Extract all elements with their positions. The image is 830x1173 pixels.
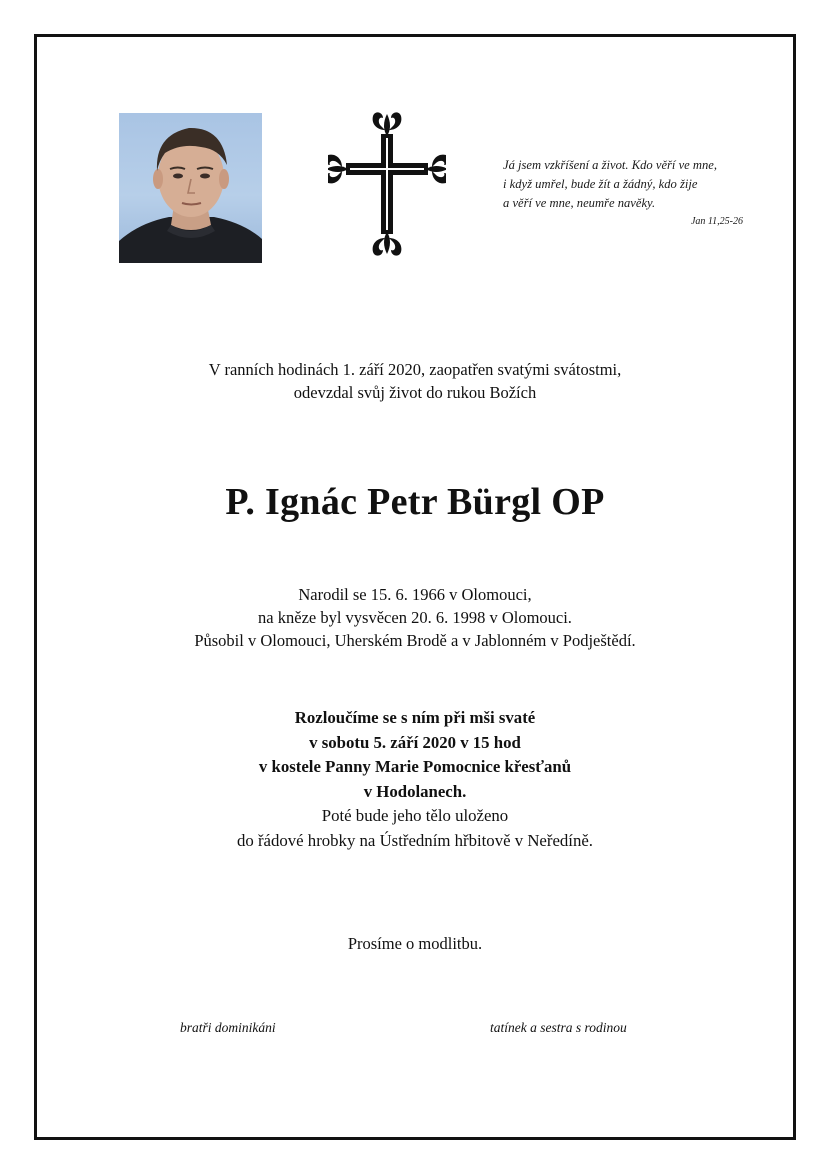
portrait-photo <box>119 113 262 263</box>
bio-line: na kněze byl vysvěcen 20. 6. 1998 v Olomouci. <box>258 608 572 627</box>
quote-line: Já jsem vzkříšení a život. Kdo věří ve mne, <box>503 158 718 172</box>
funeral-line: do řádové hrobky na Ústředním hřbitově v Neředíně. <box>236 830 594 850</box>
signature-left: bratři dominikáni <box>180 1020 276 1035</box>
funeral-bold-line: v sobotu 5. září 2020 v 15 hod <box>309 732 521 752</box>
quote-line: i když umřel, bude žít a žádný, kdo žije <box>503 177 698 191</box>
funeral-bold-line: Rozloučíme se s ním při mši svaté <box>294 708 536 727</box>
quote-reference: Jan 11,25-26 <box>690 216 743 227</box>
fleury-cross-icon <box>328 108 446 260</box>
funeral-bold-line: v kostele Panny Marie Pomocnice křesťanů <box>258 757 572 776</box>
funeral-info <box>60 706 770 853</box>
intro-line: odevzdal svůj život do rukou Božích <box>293 383 537 402</box>
intro-text <box>60 358 770 404</box>
bio-line: Narodil se 15. 6. 1966 v Olomouci, <box>298 585 532 604</box>
funeral-line: Poté bude jeho tělo uloženo <box>321 806 509 825</box>
bio-line: Působil v Olomouci, Uherském Brodě a v Jablonném v Podještědí. <box>194 631 636 650</box>
prayer-request: Prosíme o modlitbu. <box>347 934 483 953</box>
quote-line: a věří ve mne, neumře navěky. <box>503 196 656 210</box>
funeral-bold-line: v Hodolanech. <box>363 781 467 801</box>
deceased-name: P. Ignác Petr Bürgl OP <box>225 481 605 523</box>
intro-line: V ranních hodinách 1. září 2020, zaopatřen svatými svátostmi, <box>208 360 622 379</box>
bible-quote <box>503 156 753 229</box>
portrait-figure <box>119 113 262 263</box>
biography <box>60 583 770 652</box>
signature-right: tatínek a sestra s rodinou <box>490 1020 627 1035</box>
